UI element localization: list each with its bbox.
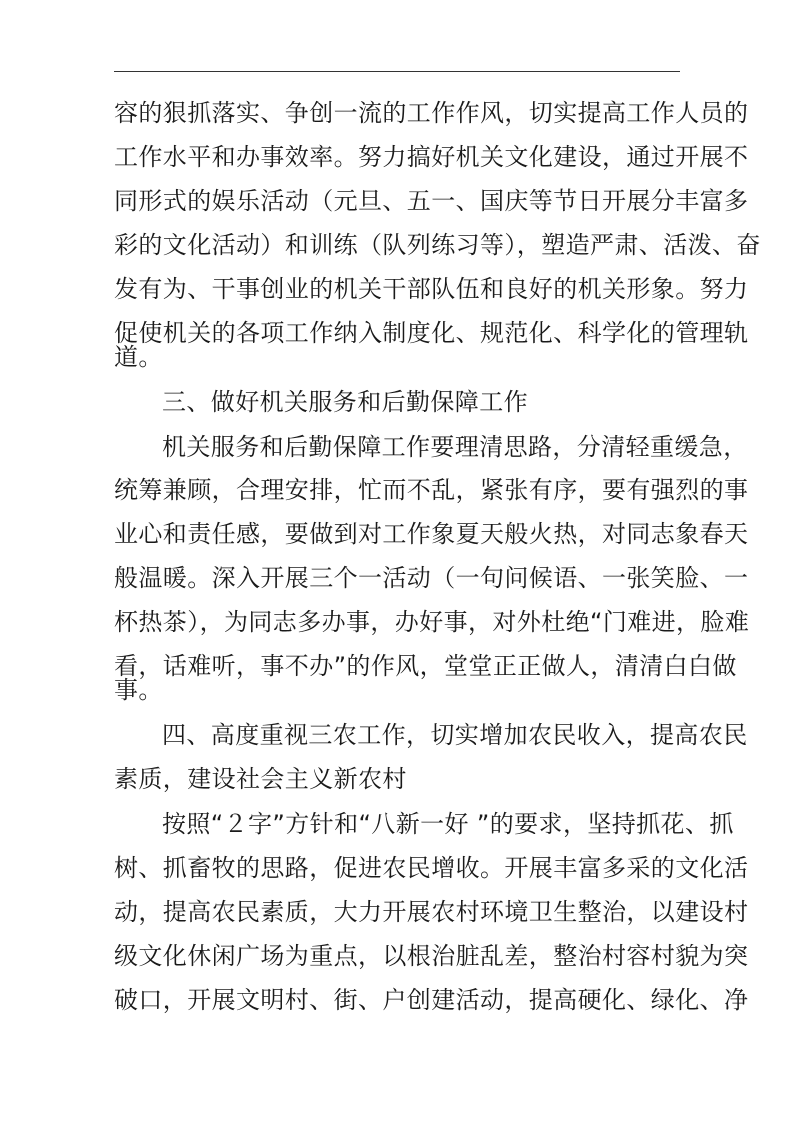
body-text-line: 发有为、干事创业的机关干部队伍和良好的机关形象。努力 xyxy=(114,275,749,303)
body-text-line: 彩的文化活动）和训练（队列练习等），塑造严肃、活泼、奋 xyxy=(114,231,761,259)
header-rule xyxy=(114,71,680,72)
section-heading: 素质，建设社会主义新农村 xyxy=(114,765,407,793)
body-text-line: 道。 xyxy=(114,343,163,371)
body-text-line: 同形式的娱乐活动（元旦、五一、国庆等节日开展分丰富多 xyxy=(114,187,749,215)
body-text-line: 级文化休闲广场为重点，以根治脏乱差，整治村容村貌为突 xyxy=(114,942,749,970)
section-heading: 三、做好机关服务和后勤保障工作 xyxy=(162,388,528,416)
body-text-line: 事。 xyxy=(114,676,163,704)
body-text-line: 促使机关的各项工作纳入制度化、规范化、科学化的管理轨 xyxy=(114,319,749,347)
body-text-line: 破口，开展文明村、街、户创建活动，提高硬化、绿化、净 xyxy=(114,986,749,1014)
body-text-line: 业心和责任感，要做到对工作象夏天般火热，对同志象春天 xyxy=(114,520,749,548)
body-text-line: 杯热茶），为同志多办事，办好事，对外杜绝“门难进，脸难 xyxy=(114,608,750,636)
body-text-line: 树、抓畜牧的思路，促进农民增收。开展丰富多采的文化活 xyxy=(114,854,749,882)
body-text-line: 动，提高农民素质，大力开展农村环境卫生整治，以建设村 xyxy=(114,898,749,926)
body-text-line: 容的狠抓落实、争创一流的工作作风，切实提高工作人员的 xyxy=(114,99,749,127)
body-text-line: 工作水平和办事效率。努力搞好机关文化建设，通过开展不 xyxy=(114,143,749,171)
body-text-line: 看，话难听，事不办”的作风，堂堂正正做人，清清白白做 xyxy=(114,652,737,680)
body-text-line: 般温暖。深入开展三个一活动（一句问候语、一张笑脸、一 xyxy=(114,564,749,592)
section-heading: 四、高度重视三农工作，切实增加农民收入，提高农民 xyxy=(162,721,748,749)
body-text-line: 按照“２字”方针和“八新一好 ”的要求，坚持抓花、抓 xyxy=(162,810,734,838)
body-text-line: 机关服务和后勤保障工作要理清思路，分清轻重缓急， xyxy=(162,433,748,461)
body-text-line: 统筹兼顾，合理安排，忙而不乱，紧张有序，要有强烈的事 xyxy=(114,476,749,504)
